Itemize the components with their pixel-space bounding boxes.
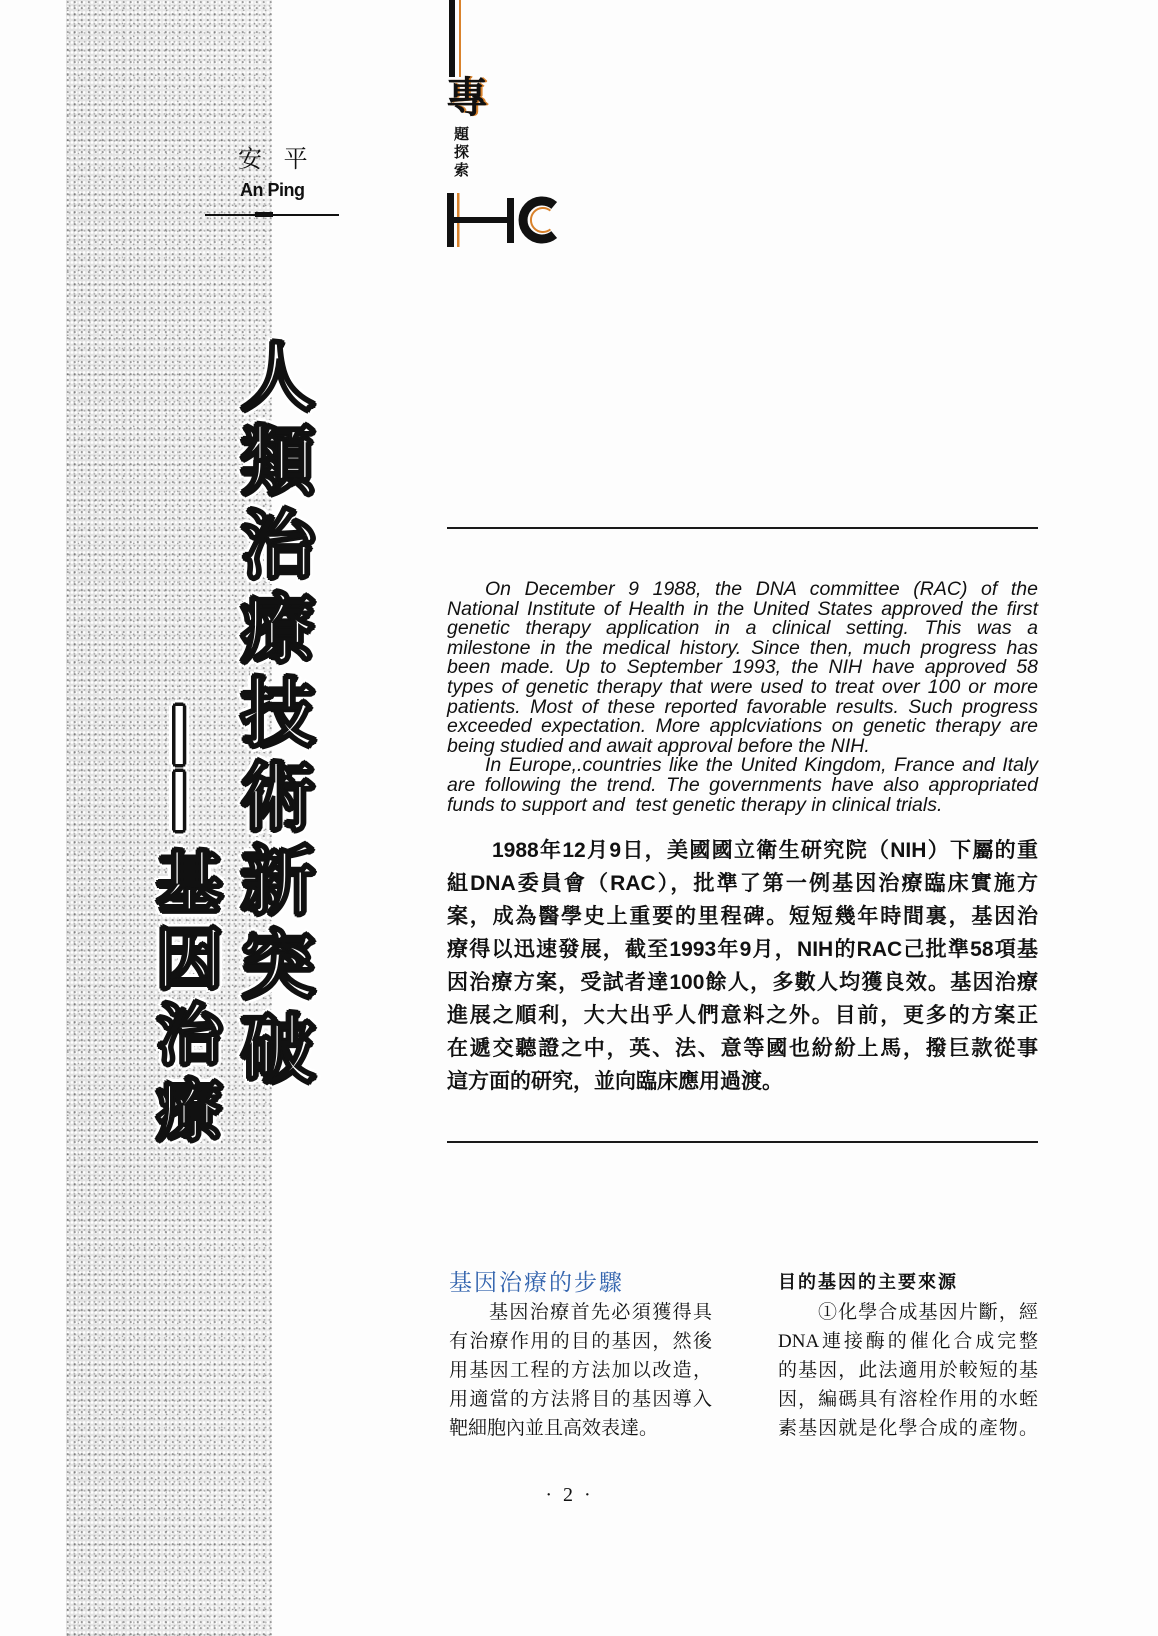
abstract-en-line: been made. Up to September 1993, the NIH have approved 58 xyxy=(447,656,1038,679)
article-title: 人類治療技術新突破 xyxy=(229,338,315,1094)
abstract-zh-line: 進展之順利，大大出乎人們意料之外。目前，更多的方案正 xyxy=(447,1004,1038,1027)
body-line: 因，編碼具有溶栓作用的水蛭 xyxy=(778,1389,1038,1410)
section-heading: 目的基因的主要來源 xyxy=(778,1272,958,1293)
body-line: DNA連接酶的催化合成完整 xyxy=(778,1331,1038,1352)
body-line: ①化學合成基因片斷，經 xyxy=(818,1302,1038,1323)
abstract-en-line: milestone in the medical history. Since then, much progress has xyxy=(447,636,1038,659)
abstract-en-line: funds to support and test genetic therapy in clinical trials. xyxy=(447,793,943,816)
abstract-zh-line: 這方面的研究，並向臨床應用過渡。 xyxy=(447,1070,783,1093)
section-heading: 基因治療的步驟 xyxy=(449,1270,624,1296)
abstract-top-rule xyxy=(447,527,1038,529)
abstract-en-line: being studied and await approval before the NIH. xyxy=(447,734,870,757)
abstract-en-line: National Institute of Health in the United States approved the first xyxy=(447,597,1038,620)
page-number: · 2 · xyxy=(545,1484,591,1506)
section-gene-therapy-steps xyxy=(449,1268,712,1443)
abstract-zh-line: 在遞交聽證之中，英、法、意等國也紛紛上馬，撥巨款從事 xyxy=(447,1037,1038,1060)
abstract-english xyxy=(447,580,1038,815)
author-name-english: An Ping xyxy=(240,180,305,200)
abstract-en-line: patients. Most of these reported favorable results. Such progress xyxy=(447,695,1038,718)
section-body xyxy=(449,1298,712,1443)
body-line: 的基因，此法適用於較短的基 xyxy=(778,1360,1038,1381)
abstract-en-line: types of genetic therapy that were used to treat over 100 or more xyxy=(447,675,1038,698)
author-name-chinese: 安 平 xyxy=(238,145,308,173)
body-line: 用基因工程的方法加以改造， xyxy=(449,1360,712,1381)
hc-logo-icon xyxy=(445,193,567,249)
abstract-en-line: On December 9 1988, the DNA committee (RAC) of the xyxy=(485,578,1038,600)
body-line: 有治療作用的目的基因，然後 xyxy=(449,1331,712,1352)
abstract-zh-line: 案，成為醫學史上重要的里程碑。短短幾年時間裏，基因治 xyxy=(447,905,1038,928)
abstract-en-line: genetic therapy application in a clinical setting. This was a xyxy=(447,617,1038,640)
section-body xyxy=(778,1298,1038,1443)
abstract-bottom-rule xyxy=(447,1141,1038,1143)
abstract-zh-line: 因治療方案，受試者達100餘人，多數人均獲良效。基因治療 xyxy=(447,971,1038,994)
article-subtitle xyxy=(145,702,222,1152)
abstract-en-line: exceeded expectation. More applcviations on genetic therapy are xyxy=(447,715,1038,738)
abstract-en-line: In Europe,.countries like the United Kingdom, France and Italy xyxy=(485,754,1038,777)
logo-top-bar xyxy=(449,0,455,77)
body-line: 素基因就是化學合成的產物。 xyxy=(778,1418,1038,1439)
abstract-chinese xyxy=(447,834,1038,1098)
abstract-zh-line: 組DNA委員會（RAC），批準了第一例基因治療臨床實施方 xyxy=(447,872,1038,895)
subtitle-text: 基因治療 xyxy=(145,848,222,1152)
author-divider-mark xyxy=(255,212,273,217)
body-line: 基因治療首先必須獲得具 xyxy=(489,1302,712,1323)
body-line: 用適當的方法將目的基因導入 xyxy=(449,1389,712,1410)
logo-top-accent-line xyxy=(459,0,461,77)
body-line: 靶細胞內並且高效表達。 xyxy=(449,1418,659,1439)
column-logo-big-char: 專 xyxy=(446,73,489,122)
section-target-gene-sources xyxy=(778,1268,1038,1443)
abstract-en-line: are following the trend. The governments have also appropriated xyxy=(447,773,1038,796)
abstract-zh-line: 療得以迅速發展，截至1993年9月，NIH的RAC己批準58項基 xyxy=(447,938,1038,961)
subtitle-dash: —— xyxy=(145,702,222,834)
abstract-zh-line: 1988年12月9日，美國國立衛生研究院（NIH）下屬的重 xyxy=(492,839,1038,862)
column-logo-small-chars: 題探索 xyxy=(452,126,470,180)
